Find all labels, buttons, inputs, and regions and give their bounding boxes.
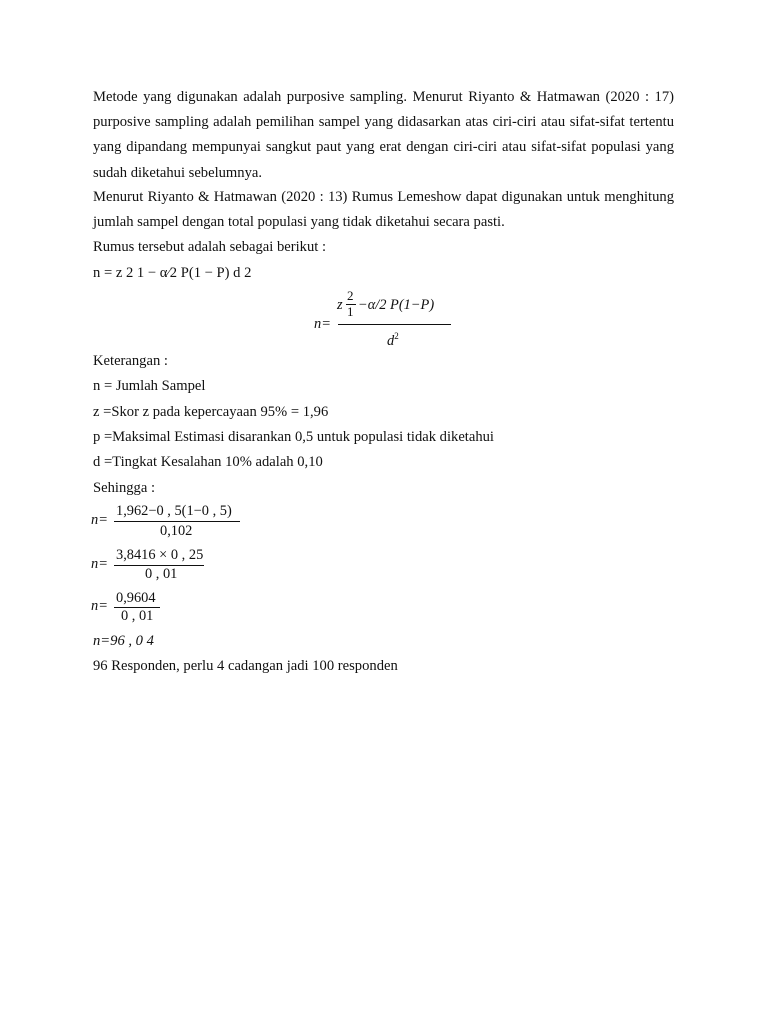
calc-2-lhs: n= xyxy=(91,556,108,572)
keterangan-z: z =Skor z pada kepercayaan 95% = 1,96 xyxy=(93,404,329,420)
formula-denominator: $d^2$ xyxy=(387,331,399,349)
calc-1-bar xyxy=(114,521,240,522)
calc-3-denominator: 0 , 01 xyxy=(121,608,154,624)
calc-result: n=96 , 0 4 xyxy=(93,633,154,649)
keterangan-n: n = Jumlah Sampel xyxy=(93,378,206,394)
formula-z: z xyxy=(337,297,343,313)
sehingga-label: Sehingga : xyxy=(93,480,156,496)
calc-1-lhs: n= xyxy=(91,512,108,528)
conclusion: 96 Responden, perlu 4 cadangan jadi 100 responden xyxy=(93,658,398,674)
formula-numerator-rest: −α/2 P(1−P) xyxy=(358,297,435,313)
keterangan-title: Keterangan : xyxy=(93,353,168,369)
calc-3-numerator: 0,9604 xyxy=(116,590,156,606)
keterangan-p: p =Maksimal Estimasi disarankan 0,5 untuk populasi tidak diketahui xyxy=(93,429,494,445)
paragraph-lemeshow: Menurut Riyanto & Hatmawan (2020 : 13) Rumus Lemeshow dapat digunakan untuk menghitung jumlah sampel dengan total populasi yang tidak diketahui secara pasti. xyxy=(93,189,674,231)
rumus-intro: Rumus tersebut adalah sebagai berikut : xyxy=(93,239,327,255)
formula-lhs: n= xyxy=(314,316,331,332)
rumus-plain-text: n = z 2 1 − α⁄2 P(1 − P) d 2 xyxy=(93,265,252,281)
calc-3-lhs: n= xyxy=(91,598,108,614)
formula-main-bar xyxy=(338,324,451,325)
calc-1-numerator: 1,962−0 , 5(1−0 , 5) xyxy=(116,503,232,519)
calc-2-denominator: 0 , 01 xyxy=(145,566,178,582)
formula-subfrac-top: 2 xyxy=(347,288,354,303)
calc-2-numerator: 3,8416 × 0 , 25 xyxy=(116,547,204,563)
paragraph-purposive-sampling: Metode yang digunakan adalah purposive sampling. Menurut Riyanto & Hatmawan (2020 : 17) purposive sampling adalah pemilihan sampel yang didasarkan atas ciri-ciri atau sifat-sifat tertentu yang dipandang mempunyai sangkut paut yang erat dengan ciri-ciri atau sifat-sifat populasi yang sudah diketahui sebelumnya. xyxy=(93,89,674,181)
keterangan-d: d =Tingkat Kesalahan 10% adalah 0,10 xyxy=(93,454,323,470)
formula-subfrac-bottom: 1 xyxy=(347,304,354,319)
calc-1-denominator: 0,102 xyxy=(160,523,193,539)
